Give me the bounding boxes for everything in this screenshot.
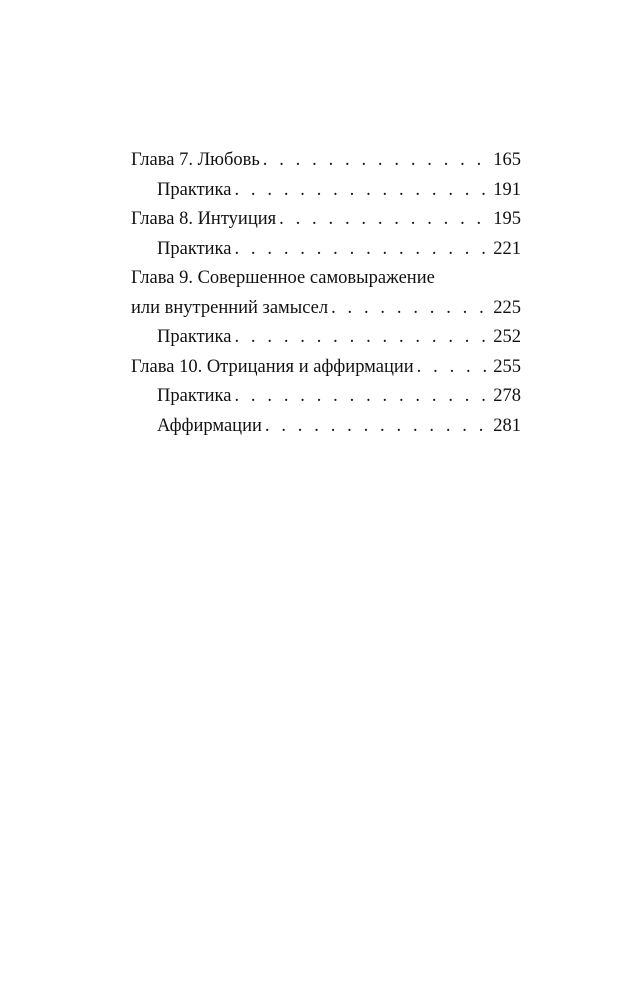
- toc-entry-label: Практика: [157, 238, 232, 259]
- toc-entry-label: Практика: [157, 179, 232, 200]
- toc-entry-page: 195: [493, 209, 521, 229]
- table-of-contents: [131, 146, 521, 441]
- dot-leader: [234, 176, 487, 206]
- toc-entry-chapter-8-practice[interactable]: [131, 235, 521, 265]
- toc-entry-page: 255: [493, 356, 521, 377]
- dot-leader: [279, 205, 487, 235]
- dot-leader: [263, 146, 487, 176]
- toc-entry-page: 278: [493, 386, 521, 406]
- toc-entry-label: Практика: [157, 386, 232, 406]
- toc-entry-page: 165: [493, 150, 521, 170]
- toc-entry-label: Глава 10. Отрицания и аффирмации: [131, 356, 414, 377]
- dot-leader: [265, 412, 487, 442]
- toc-entry-chapter-9[interactable]: [131, 264, 521, 323]
- toc-entry-label: Глава 8. Интуиция: [131, 209, 277, 229]
- toc-entry-label: или внутренний замысел: [131, 297, 329, 318]
- toc-entry-chapter-7[interactable]: [131, 146, 521, 176]
- toc-entry-chapter-7-practice[interactable]: [131, 176, 521, 206]
- dot-leader: [331, 294, 487, 324]
- toc-entry-label-line1: Глава 9. Совершенное самовыражение: [131, 268, 435, 288]
- toc-entry-label: Практика: [157, 327, 232, 347]
- dot-leader: [234, 382, 487, 412]
- toc-entry-page: 191: [493, 179, 521, 200]
- toc-entry-page: 281: [493, 415, 521, 436]
- toc-entry-page: 221: [493, 238, 521, 259]
- toc-entry-chapter-10-practice[interactable]: [131, 382, 521, 412]
- dot-leader: [417, 353, 487, 383]
- dot-leader: [234, 235, 487, 265]
- toc-entry-chapter-10-affirmations[interactable]: [131, 412, 521, 442]
- toc-entry-page: 252: [493, 327, 521, 347]
- dot-leader: [234, 323, 487, 353]
- toc-entry-chapter-9-practice[interactable]: [131, 323, 521, 353]
- toc-entry-page: 225: [493, 297, 521, 318]
- toc-entry-label: Аффирмации: [157, 415, 262, 436]
- toc-entry-label: Глава 7. Любовь: [131, 150, 260, 170]
- toc-entry-chapter-10[interactable]: [131, 353, 521, 383]
- toc-entry-chapter-8[interactable]: [131, 205, 521, 235]
